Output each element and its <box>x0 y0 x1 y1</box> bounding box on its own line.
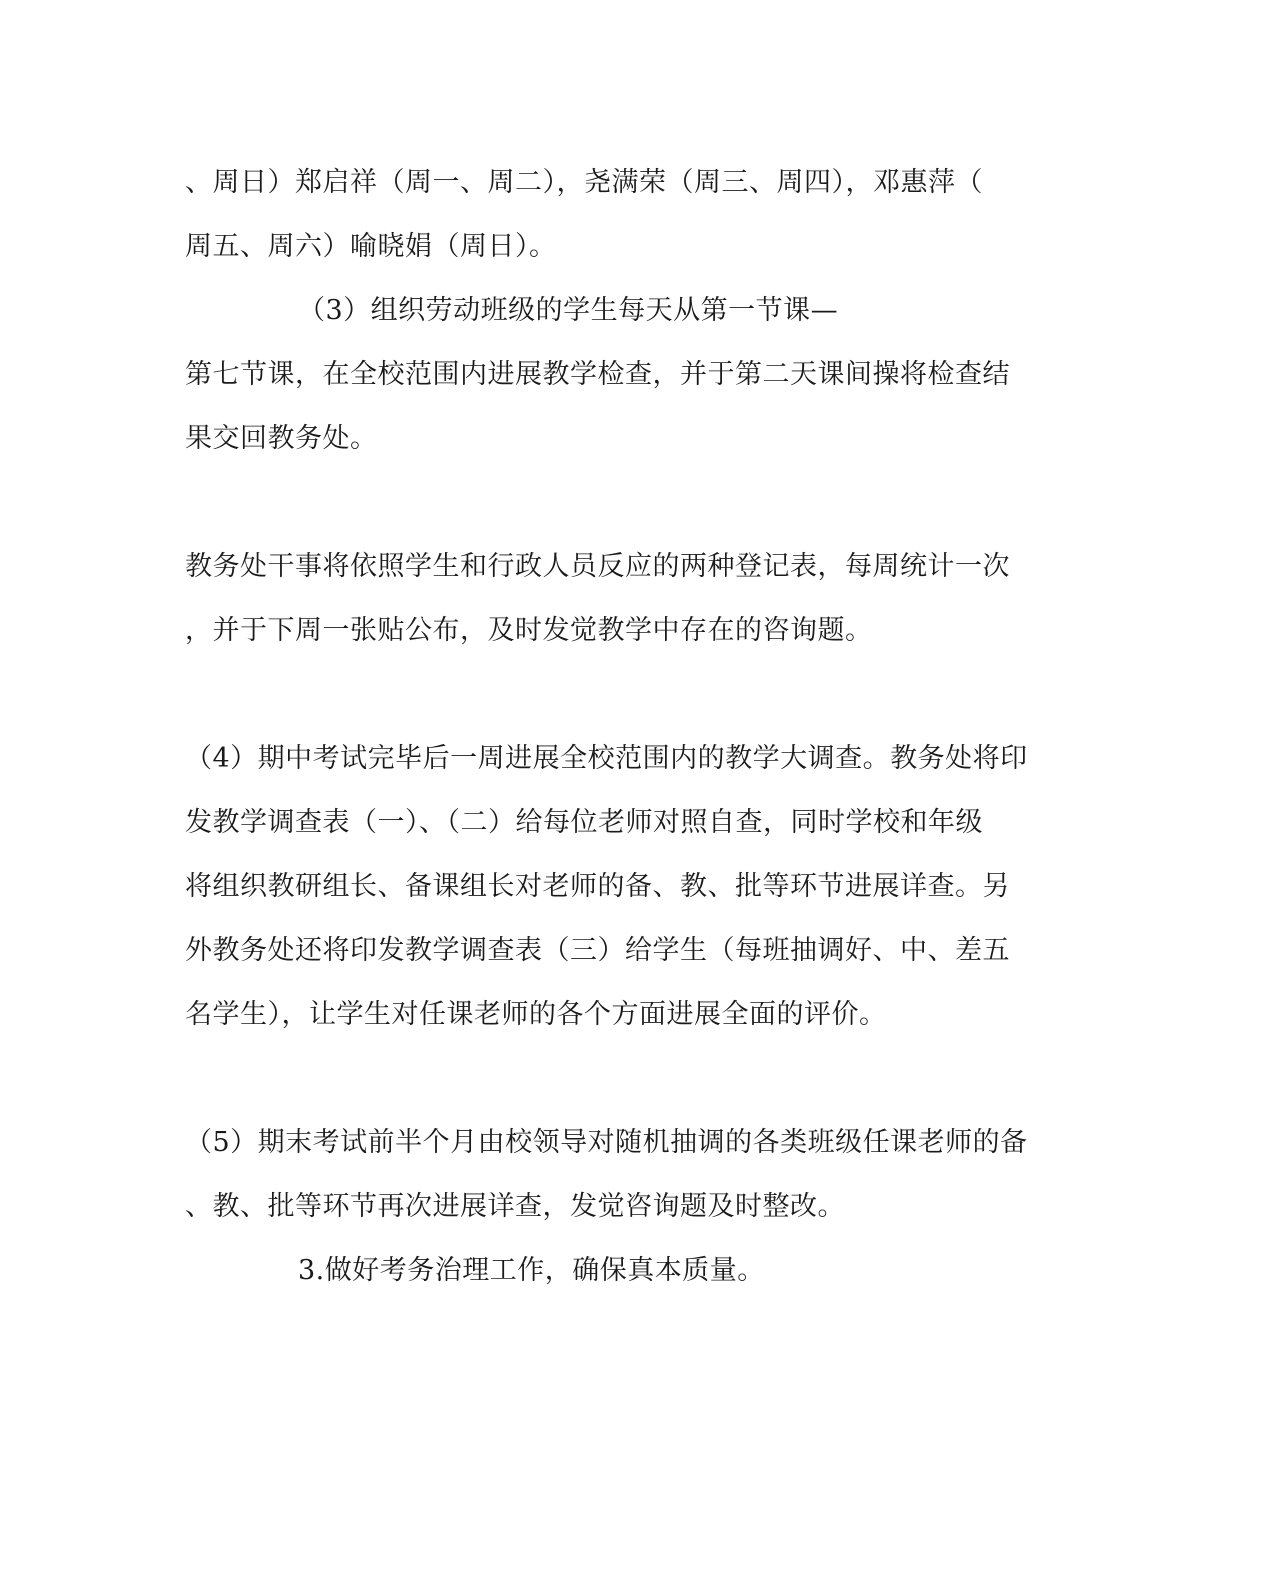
text-line-9: 发教学调查表（一）、（二）给每位老师对照自查，同时学校和年级 <box>185 807 983 838</box>
text-line-12: 名学生），让学生对任课老师的各个方面进展全面的评价。 <box>185 999 887 1030</box>
text-line-6: 教务处干事将依照学生和行政人员反应的两种登记表，每周统计一次 <box>185 551 1010 582</box>
text-line-14: 、教、批等环节再次进展详查，发觉咨询题及时整改。 <box>185 1191 845 1222</box>
text-line-15: 3.做好考务治理工作，确保真本质量。 <box>298 1255 765 1286</box>
text-line-3: （3）组织劳动班级的学生每天从第一节课— <box>298 295 839 326</box>
text-line-4: 第七节课，在全校范围内进展教学检查，并于第二天课间操将检查结 <box>185 359 1010 390</box>
text-line-13: （5）期末考试前半个月由校领导对随机抽调的各类班级任课老师的备 <box>185 1127 1028 1158</box>
text-line-2: 周五、周六）喻晓娟（周日）。 <box>185 231 557 262</box>
text-line-5: 果交回教务处。 <box>185 423 378 454</box>
text-line-8: （4）期中考试完毕后一周进展全校范围内的教学大调查。教务处将印 <box>185 743 1028 774</box>
text-line-10: 将组织教研组长、备课组长对老师的备、教、批等环节进展详查。另 <box>185 871 1010 902</box>
text-line-7: ，并于下周一张贴公布，及时发觉教学中存在的咨询题。 <box>185 615 873 646</box>
text-line-1: 、周日）郑启祥（周一、周二），尧满荣（周三、周四），邓惠萍（ <box>185 167 983 198</box>
text-line-11: 外教务处还将印发教学调查表（三）给学生（每班抽调好、中、差五 <box>185 935 1010 966</box>
